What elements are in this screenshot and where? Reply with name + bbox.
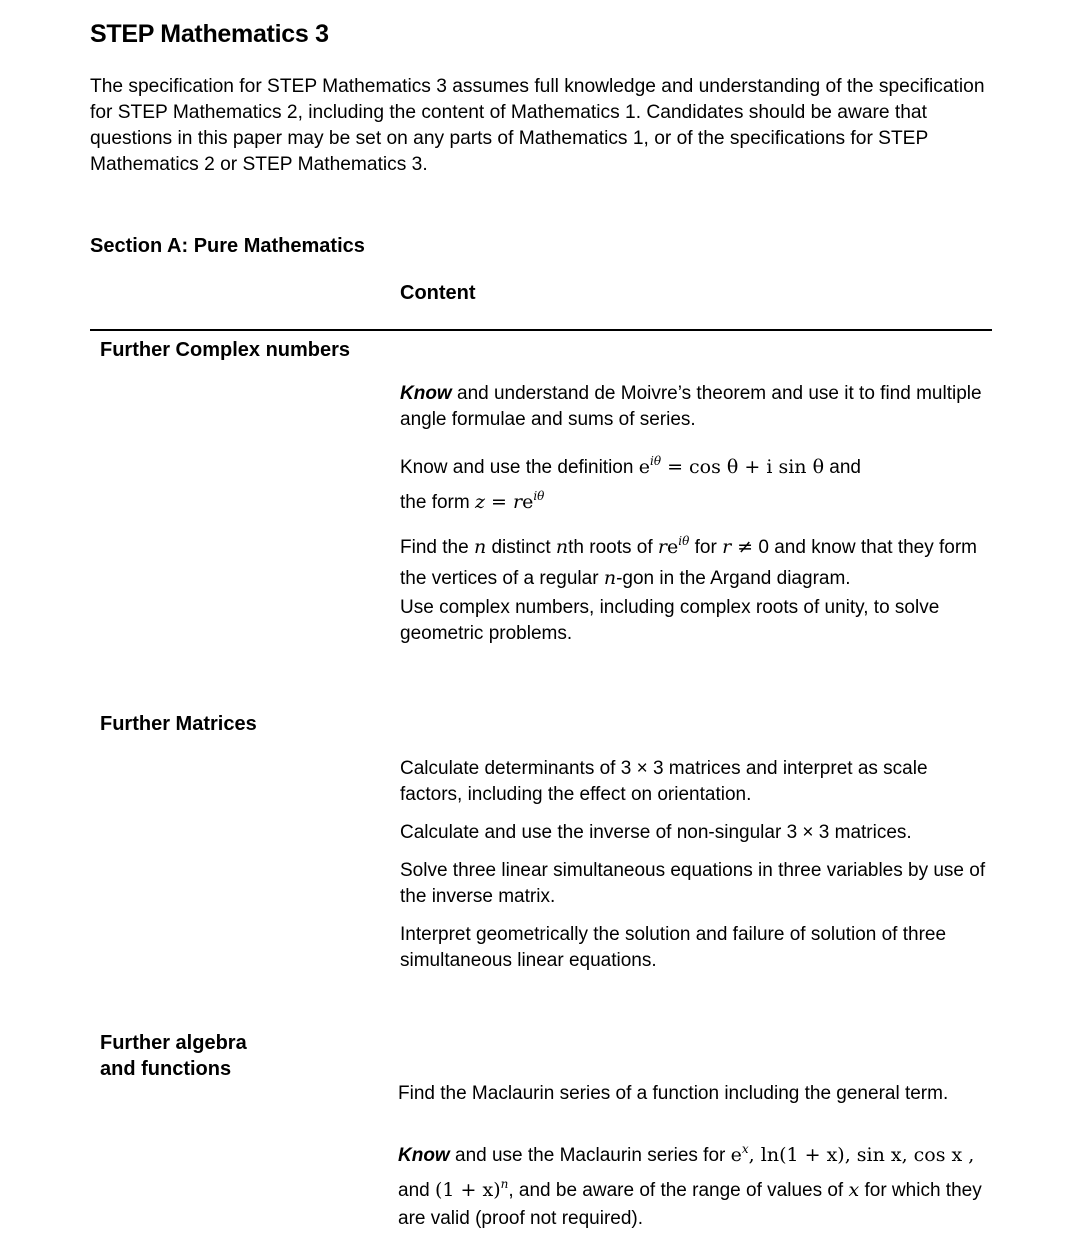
math-exponent: iθ <box>649 454 662 468</box>
math-r-not-equal: r ≠ <box>722 536 754 558</box>
section-heading: Section A: Pure Mathematics <box>90 235 365 257</box>
math-n: n <box>603 567 617 589</box>
item-text: and use the Maclaurin series for <box>449 1145 731 1166</box>
topic-further-matrices: Further Matrices <box>100 713 257 735</box>
algebra-item-maclaurin-standard <box>398 1135 988 1233</box>
item-text: distinct <box>486 537 556 558</box>
intro-paragraph: The specification for STEP Mathematics 3 assumes full knowledge and understanding of the specification for STEP Mathematics 2, including the content of Mathematics 1. Candidates should be aware that questions in this paper may be set on any parts of Mathematics 1, or of the specifications for STEP Mathematics 2 or STEP Mathematics 3. <box>90 76 985 175</box>
complex-item-de-moivre <box>400 381 990 433</box>
item-text: and <box>398 1180 435 1201</box>
emphasis-know: Know <box>400 383 452 404</box>
topic-further-algebra <box>100 1030 247 1082</box>
matrices-item-geometric: Interpret geometrically the solution and failure of solution of three simultaneous linear equations. <box>400 924 947 971</box>
math-n: n <box>555 536 569 558</box>
emphasis-know: Know <box>398 1145 450 1166</box>
matrices-item-determinants: Calculate determinants of 3 × 3 matrices and interpret as scale factors, including the effect on orientation. <box>400 758 928 805</box>
item-text: the form <box>400 492 475 513</box>
item-text: 0 and know that they form the vertices of a regular <box>400 537 978 589</box>
complex-item-geometric-problems: Use complex numbers, including complex roots of unity, to solve geometric problems. <box>400 597 940 644</box>
topic-complex-numbers: Further Complex numbers <box>100 339 351 361</box>
math-exponent: iθ <box>533 489 545 503</box>
math-e: e <box>638 456 650 478</box>
math-r: r <box>657 536 668 558</box>
math-e: e <box>522 491 534 513</box>
math-binomial: (1 + x) <box>434 1179 501 1201</box>
item-text: -gon in the Argand diagram. <box>616 568 851 589</box>
item-text: for <box>689 537 723 558</box>
matrices-item-simultaneous: Solve three linear simultaneous equations in three variables by use of the inverse matrix. <box>400 860 986 907</box>
content-column-header: Content <box>400 282 476 304</box>
algebra-item-maclaurin: Find the Maclaurin series of a function including the general term. <box>398 1083 949 1104</box>
item-text: and <box>824 457 861 478</box>
math-z-eq: z = r <box>474 491 523 513</box>
topic-label-line: and functions <box>100 1058 232 1080</box>
math-e: e <box>730 1144 742 1166</box>
math-e: e <box>667 536 679 558</box>
document-title: STEP Mathematics 3 <box>90 20 329 48</box>
complex-item-nth-roots <box>400 526 990 594</box>
math-functions: , ln(1 + x), sin x, cos x , <box>748 1144 975 1166</box>
item-text: for which they are valid (proof not required). <box>398 1180 982 1229</box>
item-text: and understand de Moivre’s theorem and use it to find multiple angle formulae and sums of series. <box>400 383 982 430</box>
math-exponent: x <box>741 1142 749 1156</box>
item-text: , and be aware of the range of values of <box>508 1180 849 1201</box>
item-text: th roots of <box>568 537 658 558</box>
math-exponent: iθ <box>678 534 690 548</box>
math-euler-rhs: = cos θ + i sin θ <box>661 456 825 478</box>
item-text: Find the <box>400 537 474 558</box>
math-exponent: n <box>500 1177 509 1191</box>
math-x: x <box>848 1179 860 1201</box>
topic-label-line: Further algebra <box>100 1032 247 1054</box>
math-n: n <box>473 536 487 558</box>
complex-item-euler-definition <box>400 447 990 517</box>
table-header-rule <box>90 329 992 331</box>
matrices-item-inverse: Calculate and use the inverse of non-singular 3 × 3 matrices. <box>400 822 912 843</box>
item-text: Know and use the definition <box>400 457 639 478</box>
